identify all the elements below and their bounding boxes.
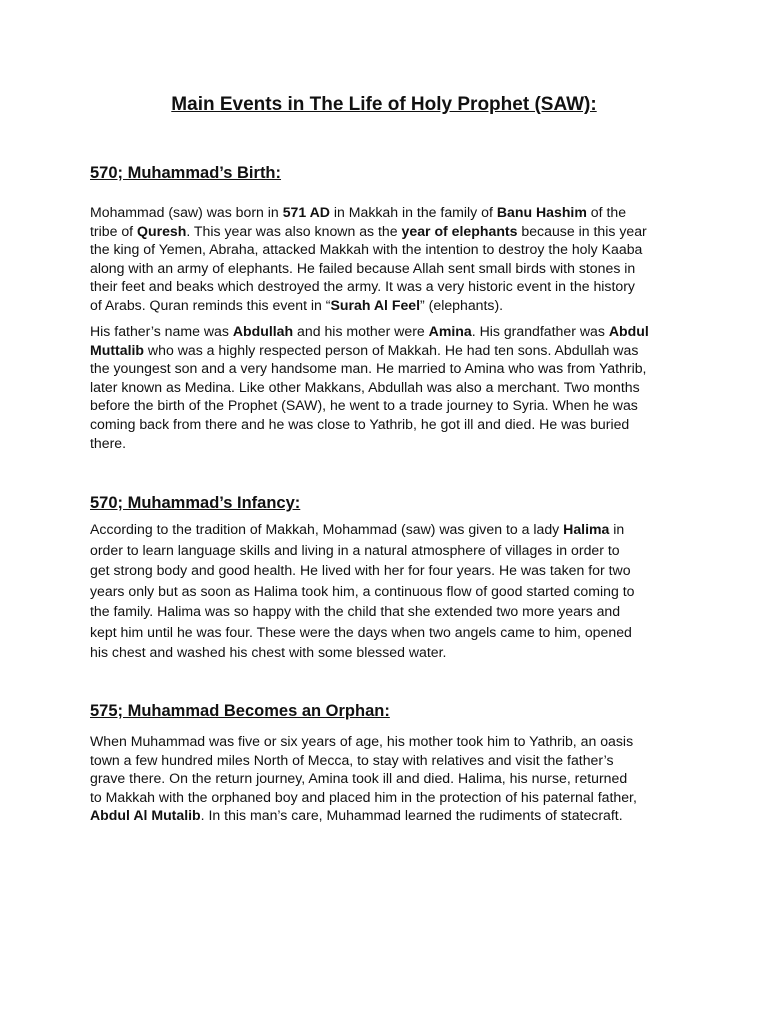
section-heading-infancy: 570; Muhammad’s Infancy:	[90, 494, 301, 512]
text-line: tribe of Quresh. This year was also known as the year of elephants because in this year	[90, 222, 647, 239]
text-line: His father’s name was Abdullah and his mother were Amina. His grandfather was Abdul	[90, 323, 649, 339]
text-line: Mohammad (saw) was born in 571 AD in Makkah in the family of Banu Hashim of the	[90, 204, 627, 220]
text-line: their feet and beaks which destroyed the army. It was a very historic event in the history	[90, 278, 635, 295]
text-line: coming back from there and he was close to Yathrib, he got ill and died. He was buried	[90, 415, 630, 432]
birth-paragraph-1	[90, 203, 680, 315]
text-line: the king of Yemen, Abraha, attacked Makkah with the intention to destroy the holy Kaaba	[90, 241, 643, 258]
page-title: Main Events in The Life of Holy Prophet (SAW):	[171, 94, 597, 115]
section-heading-birth: 570; Muhammad’s Birth:	[90, 164, 282, 182]
text-line: According to the tradition of Makkah, Mohammad (saw) was given to a lady Halima in	[90, 521, 625, 537]
text-line: town a few hundred miles North of Mecca, to stay with relatives and visit the father’s	[90, 751, 614, 768]
text-line: of Arabs. Quran reminds this event in “Surah Al Feel” (elephants).	[90, 296, 504, 313]
text-line: the family. Halima was so happy with the child that she extended two more years and	[90, 603, 621, 619]
text-line: kept him until he was four. These were the days when two angels came to him, opened	[90, 623, 632, 640]
text-line: get strong body and good health. He lived with her for four years. He was taken for two	[90, 562, 631, 578]
text-line: Abdul Al Mutalib. In this man’s care, Muhammad learned the rudiments of statecraft.	[90, 807, 623, 824]
text-line: along with an army of elephants. He failed because Allah sent small birds with stones in	[90, 259, 636, 276]
text-line: grave there. On the return journey, Amina took ill and died. Halima, his nurse, returned	[90, 770, 628, 787]
text-line: years only but as soon as Halima took him, a continuous flow of good started coming to	[90, 582, 635, 599]
section-heading-orphan: 575; Muhammad Becomes an Orphan:	[90, 702, 390, 720]
text-line: When Muhammad was five or six years of age, his mother took him to Yathrib, an oasis	[90, 733, 634, 749]
infancy-paragraph	[90, 519, 680, 663]
text-line: to Makkah with the orphaned boy and placed him in the protection of his paternal father,	[90, 788, 637, 805]
orphan-paragraph	[90, 732, 680, 825]
text-line: before the birth of the Prophet (SAW), he went to a trade journey to Syria. When he was	[90, 397, 638, 414]
text-line: his chest and washed his chest with some blessed water.	[90, 644, 447, 660]
text-line: later known as Medina. Like other Makkans, Abdullah was also a merchant. Two months	[90, 378, 640, 395]
birth-paragraph-2	[90, 322, 680, 452]
text-line: order to learn language skills and living in a natural atmosphere of villages in order to	[90, 541, 620, 558]
text-line: the youngest son and a very handsome man. He married to Amina who was from Yathrib,	[90, 360, 647, 377]
text-line: Muttalib who was a highly respected person of Makkah. He had ten sons. Abdullah was	[90, 341, 639, 358]
text-line: there.	[90, 434, 127, 451]
